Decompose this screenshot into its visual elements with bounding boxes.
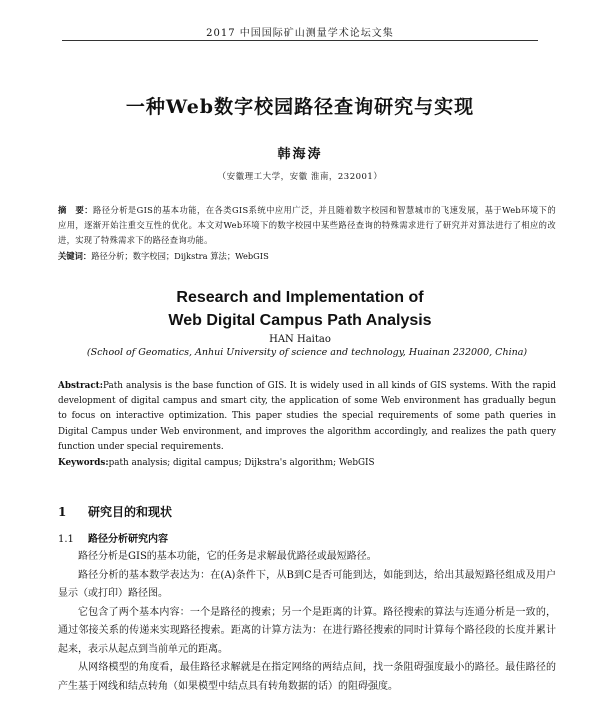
abstract-chinese-text: 路径分析是GIS的基本功能，在各类GIS系统中应用广泛，并且随着数字校园和智慧城市的飞速发展，基于Web环境下的应用，逐渐开始注重交互性的优化。本文对Web环境下的数字校园中某些路径查询的特殊需求进行了研究并对算法进行了相应的改进，实现了特殊需求下的路径查询功能。 [58,205,556,245]
section-number: 1 [58,505,67,519]
keywords-chinese-text: 路径分析；数字校园；Dijkstra 算法；WebGIS [91,251,269,261]
title-chinese: 一种Web数字校园路径查询研究与实现 [125,96,475,118]
paragraph: 它包含了两个基本内容：一个是路径的搜索；另一个是距离的计算。路径搜索的算法与连通分析是一致的，通过邻接关系的传递来实现路径搜索。距离的计算方法为：在进行路径搜索的同时计算每个路径段的长度并累计起来，表示从起点到当前单元的距离。 [58,606,556,655]
header-rule [62,40,538,41]
paragraph: 路径分析是GIS的基本功能，它的任务是求解最优路径或最短路径。 [78,551,377,562]
author-chinese: 韩海涛 [277,147,323,162]
body-text [58,548,556,696]
title-english [0,286,600,332]
subsection-heading [58,530,168,545]
section-title: 研究目的和现状 [88,505,173,519]
keywords-english-text: path analysis; digital campus; Dijkstra's algorithm; WebGIS [108,458,375,468]
running-header: 2017 中国国际矿山测量学术论坛文集 [206,28,394,39]
abstract-english [58,379,556,455]
keywords-english [58,458,556,468]
affiliation-chinese: （安徽理工大学，安徽 淮南，232001） [217,172,383,182]
keywords-chinese-label: 关键词： [58,251,92,261]
author-english: HAN Haitao [269,334,331,345]
keywords-chinese [58,250,556,262]
abstract-chinese [58,203,556,248]
affiliation-english: (School of Geomatics, Anhui University of science and technology, Huainan 232000, China) [86,347,528,358]
section-heading [58,503,172,520]
subsection-title: 路径分析研究内容 [88,534,168,545]
paragraph: 从网络模型的角度看，最佳路径求解就是在指定网络的两结点间，找一条阻碍强度最小的路径。最佳路径的产生基于网线和结点转角（如果模型中结点具有转角数据的话）的阻碍强度。 [58,662,556,692]
abstract-english-text: Path analysis is the base function of GIS. It is widely used in all kinds of GIS systems. With the rapid development of digital campus and smart city, the application of some Web environment has gradually begun to focus on interactive optimization. This paper studies the special requirements of some path queries in Digital Campus under Web environment, and improves the algorithm accordingly, and realizes the path query function under special requirements. [58,381,556,452]
title-english-line2: Web Digital Campus Path Analysis [168,312,432,329]
paragraph: 路径分析的基本数学表达为：在(A)条件下，从B到C是否可能到达，如能到达，给出其最短路径组成及用户显示（或打印）路径图。 [58,569,556,599]
keywords-english-label: Keywords: [58,458,109,468]
title-english-line1: Research and Implementation of [176,289,424,306]
abstract-chinese-label: 摘 要： [58,205,93,215]
subsection-number: 1.1 [58,534,74,545]
abstract-english-label: Abstract: [58,381,103,391]
